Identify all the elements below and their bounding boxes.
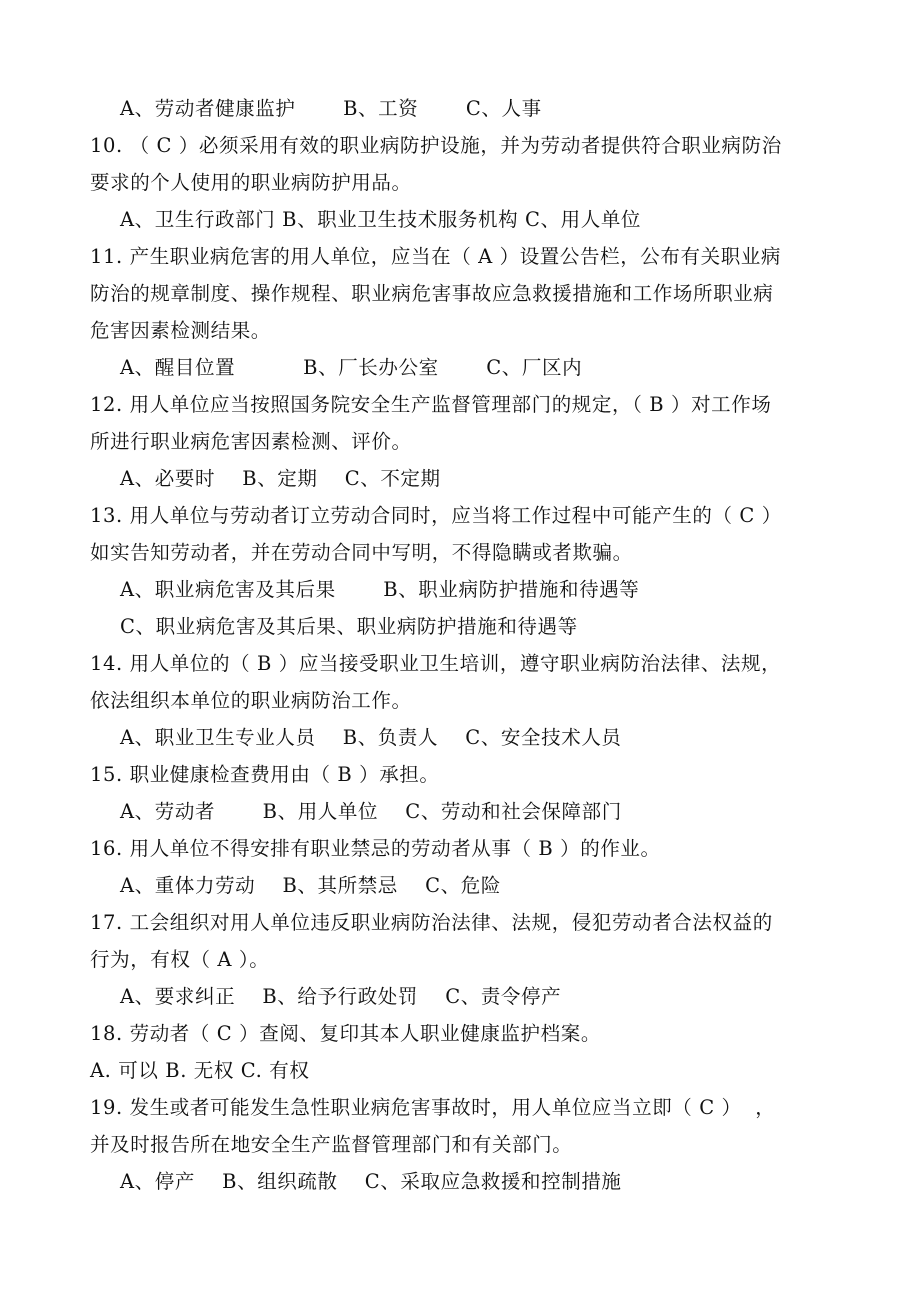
question-14-line-1: 14. 用人单位的（ B ）应当接受职业卫生培训，遵守职业病防治法律、法规， (90, 652, 782, 675)
question-10-line-2: 要求的个人使用的职业病防护用品。 (90, 171, 412, 194)
question-13-options-1: A、职业病危害及其后果 B、职业病防护措施和待遇等 (120, 578, 640, 601)
question-12-line-2: 所进行职业病危害因素检测、评价。 (90, 430, 412, 453)
question-15-line-1: 15. 职业健康检查费用由（ B ）承担。 (90, 763, 440, 786)
document-page (0, 90, 920, 1200)
question-17-options: A、要求纠正 B、给予行政处罚 C、责令停产 (120, 985, 562, 1008)
question-18-line-1: 18. 劳动者（ C ）查阅、复印其本人职业健康监护档案。 (90, 1022, 601, 1045)
question-13-line-2: 如实告知劳动者，并在劳动合同中写明，不得隐瞒或者欺骗。 (90, 541, 633, 564)
question-11-line-2: 防治的规章制度、操作规程、职业病危害事故应急救援措施和工作场所职业病 (90, 282, 774, 305)
question-12-options: A、必要时 B、定期 C、不定期 (120, 467, 441, 490)
question-13-line-1: 13. 用人单位与劳动者订立劳动合同时，应当将工作过程中可能产生的（ C ） (90, 504, 782, 527)
question-19-line-1: 19. 发生或者可能发生急性职业病危害事故时，用人单位应当立即（ C ） ， (90, 1096, 776, 1119)
question-19-options: A、停产 B、组织疏散 C、采取应急救援和控制措施 (120, 1170, 622, 1193)
question-14-line-2: 依法组织本单位的职业病防治工作。 (90, 689, 412, 712)
question-10-line-1: 10. （ C ）必须采用有效的职业病防护设施，并为劳动者提供符合职业病防治 (90, 134, 782, 157)
question-17-line-2: 行为，有权（ A ）。 (90, 948, 270, 971)
question-10-options: A、卫生行政部门 B、职业卫生技术服务机构 C、用人单位 (120, 208, 642, 231)
question-11-line-1: 11. 产生职业病危害的用人单位，应当在（ A ）设置公告栏，公布有关职业病 (90, 245, 781, 268)
question-12-line-1: 12. 用人单位应当按照国务院安全生产监督管理部门的规定，（ B ）对工作场 (90, 393, 772, 416)
question-13-options-2: C、职业病危害及其后果、职业病防护措施和待遇等 (120, 615, 578, 638)
question-16-line-1: 16. 用人单位不得安排有职业禁忌的劳动者从事（ B ）的作业。 (90, 837, 661, 860)
question-17-line-1: 17. 工会组织对用人单位违反职业病防治法律、法规，侵犯劳动者合法权益的 (90, 911, 773, 934)
question-11-line-3: 危害因素检测结果。 (90, 319, 271, 342)
question-14-options: A、职业卫生专业人员 B、负责人 C、安全技术人员 (120, 726, 622, 749)
question-16-options: A、重体力劳动 B、其所禁忌 C、危险 (120, 874, 501, 897)
question-18-options: A. 可以 B. 无权 C. 有权 (90, 1059, 310, 1082)
option-line: A、劳动者健康监护 B、工资 C、人事 (120, 97, 542, 120)
question-19-line-2: 并及时报告所在地安全生产监督管理部门和有关部门。 (90, 1133, 573, 1156)
question-15-options: A、劳动者 B、用人单位 C、劳动和社会保障部门 (120, 800, 622, 823)
question-11-options: A、醒目位置 B、厂长办公室 C、厂区内 (120, 356, 583, 379)
